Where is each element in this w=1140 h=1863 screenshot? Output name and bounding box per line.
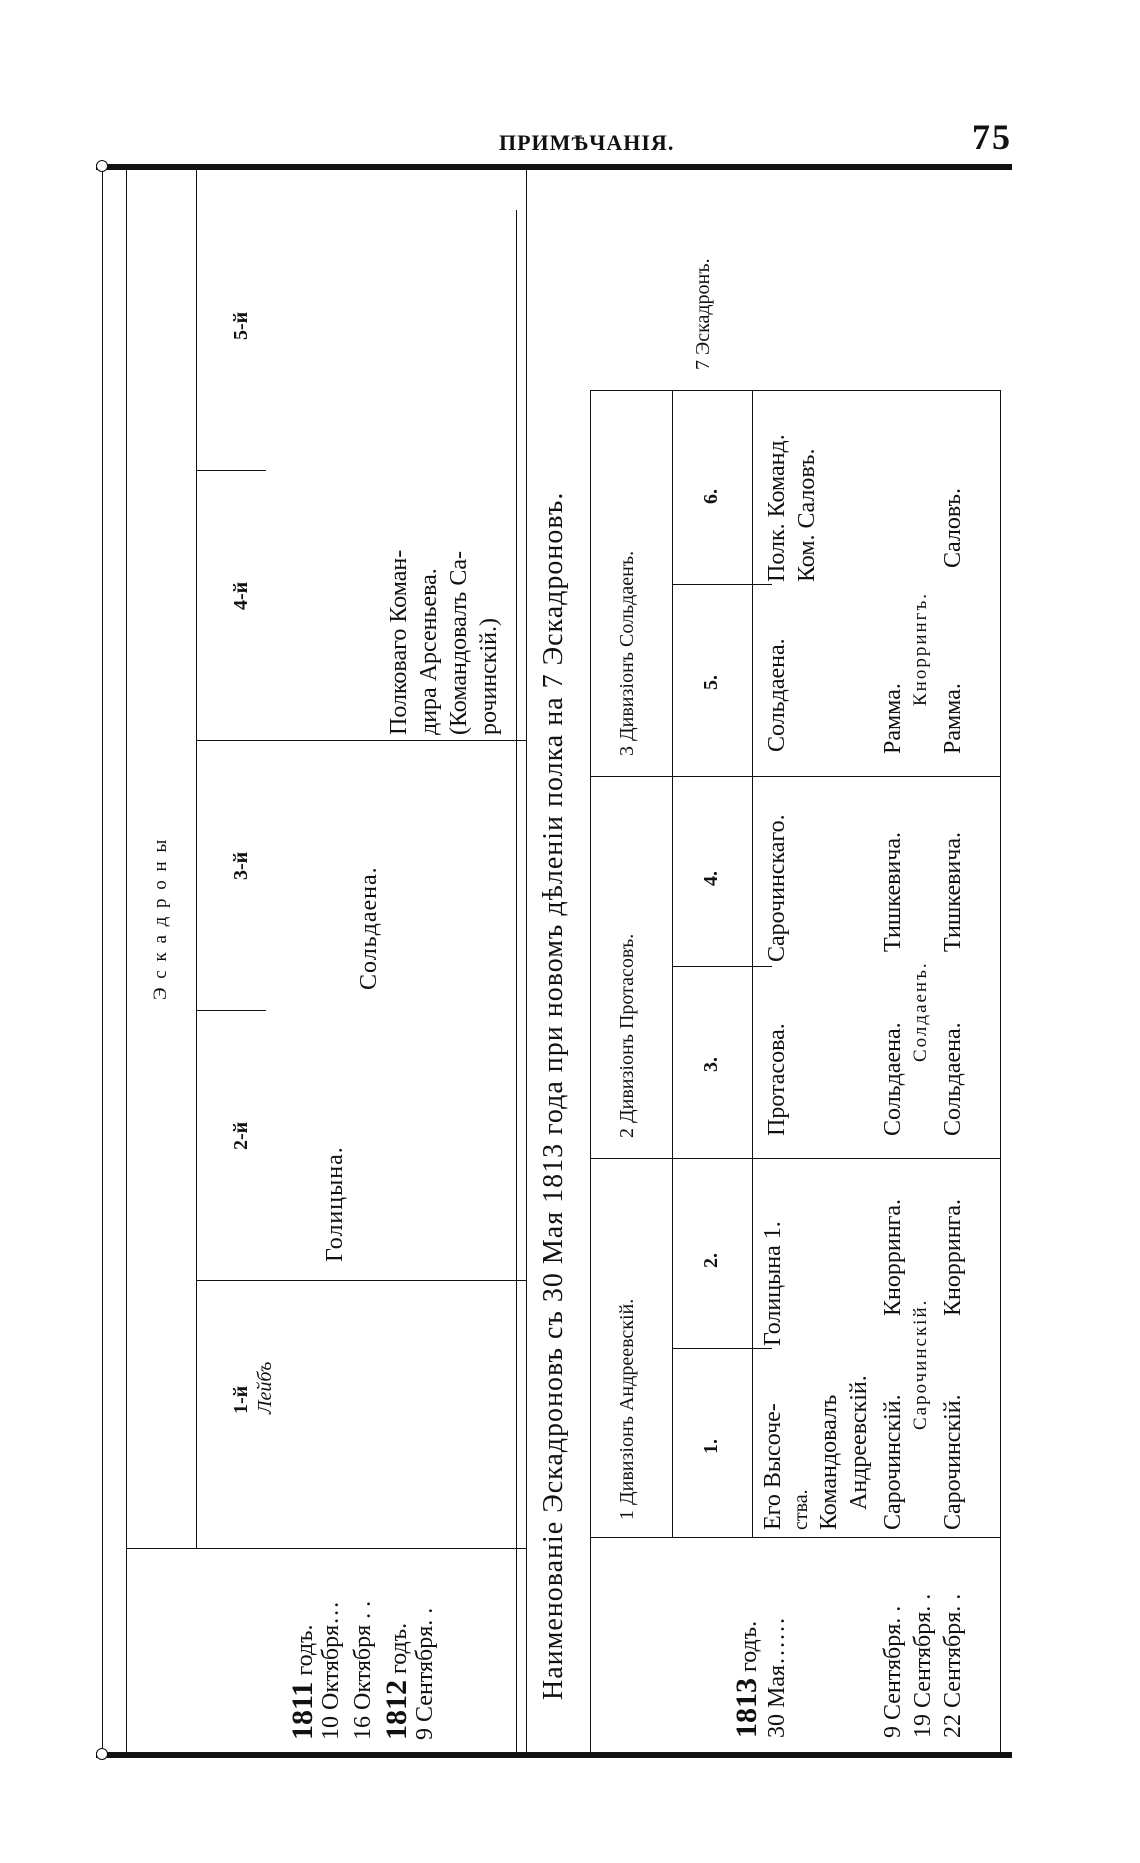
column-header-1: 1-й [230, 1385, 252, 1414]
column-header-3: 3-й [230, 851, 252, 880]
corner-ornament [96, 1748, 108, 1760]
year-1813-number: 1813 [730, 1678, 763, 1738]
row-label-may30: 30 Мая…… [764, 1616, 790, 1738]
sep9-sq2: Кнорринга. [880, 1198, 906, 1316]
page-number: 75 [972, 117, 1012, 157]
row-label-sep22: 22 Сентября. . [940, 1593, 966, 1738]
cell-col5-line1: Полковаго Коман- [386, 549, 412, 735]
may30-sq6-line1: Полк. Команд. [764, 434, 790, 582]
may30-sq4: Сарочинскаго. [764, 814, 790, 962]
division-header-1: 1 Дивизіонъ Андреевскій. [616, 1298, 638, 1520]
table1-right-rule [526, 170, 527, 1752]
squadron-number-5: 5. [700, 675, 722, 690]
sep22-sq1: Сарочинскій. [940, 1394, 966, 1530]
table1-col-divider [196, 1010, 266, 1011]
division-header-3: 3 Дивизіонъ Сольдаенъ. [616, 550, 638, 756]
may30-sq1-line4: Андреевскій. [846, 1375, 872, 1510]
squadron-number-6: 6. [700, 489, 722, 504]
squadron-number-2: 2. [700, 1253, 722, 1268]
may30-sq1-line1: Его Высоче- [760, 1403, 786, 1530]
sep22-sq4: Тишкевича. [940, 832, 966, 952]
table1-col-divider [196, 1280, 526, 1281]
year-1813 [730, 1621, 764, 1738]
sep9-sq1: Сарочинскій. [880, 1394, 906, 1530]
sep9-sq5: Рамма. [880, 683, 906, 754]
squadrons-group-header: Э с к а д р о н ы [150, 837, 171, 1000]
cell-col5-line4: рочинскій.) [476, 618, 502, 735]
cell-soldaena: Сольдаена. [356, 866, 382, 990]
table1-header-divider [196, 170, 197, 1548]
sep19-sq3-4: Солдаенъ. [910, 961, 931, 1062]
may30-sq1-line3: Командовалъ [816, 1394, 842, 1530]
row-label-oct10: 10 Октября… [318, 1600, 344, 1740]
table2-division-divider [590, 776, 1000, 777]
squadron-number-1: 1. [700, 1439, 722, 1454]
cell-col5-line3: (Командовалъ Са- [446, 551, 472, 735]
row-label-sep9-1812: 9 Сентября. . [412, 1607, 438, 1740]
sep22-sq3: Сольдаена. [940, 1022, 966, 1136]
corner-ornament [96, 160, 108, 172]
sep19-sq5-6: Кноррингъ. [910, 591, 931, 706]
may30-sq6-line2: Ком. Саловъ. [794, 448, 820, 582]
may30-sq3: Протасова. [764, 1023, 790, 1136]
year-1813-suffix: годъ. [736, 1620, 762, 1678]
division-header-2: 2 Дивизіонъ Протасовъ. [616, 933, 638, 1138]
table2-cell-divider [752, 584, 772, 585]
table1-right-rule [516, 210, 517, 1752]
year-1812-number: 1812 [380, 1680, 413, 1740]
table2-division-divider [590, 1158, 1000, 1159]
may30-sq1-line2: ства. [790, 1489, 812, 1530]
table2-stub-divider [590, 1537, 1000, 1538]
table2-cell-divider [752, 1348, 772, 1349]
table2-caption: Наименованіе Эскадроновъ съ 30 Мая 1813 года при новомъ дѣленіи полка на 7 Эскадроновъ. [538, 491, 569, 1700]
squadron-7-header: 7 Эскадронъ. [692, 258, 714, 370]
squadron-number-3: 3. [700, 1057, 722, 1072]
year-1812 [380, 1623, 414, 1740]
frame-top-rule [96, 164, 1012, 170]
table2-right-rule [1000, 390, 1001, 1752]
row-label-oct16: 16 Октября . . [350, 1600, 376, 1740]
frame-bottom-rule [96, 1752, 1012, 1758]
table2-number-divider [672, 584, 752, 585]
row-label-sep9-1813: 9 Сентября. . [880, 1605, 906, 1738]
may30-sq5: Сольдаена. [764, 638, 790, 752]
sep9-sq4: Тишкевича. [880, 832, 906, 952]
sep22-sq6: Саловъ. [940, 488, 966, 568]
sep19-sq1-2: Сарочинскій. [910, 1298, 931, 1430]
table2-division-divider [590, 390, 1000, 391]
table2-number-divider [672, 1348, 752, 1349]
sep22-sq2: Кнорринга. [940, 1198, 966, 1316]
table2-cell-divider [752, 966, 772, 967]
column-header-4: 4-й [230, 581, 252, 610]
row-label-sep19: 19 Сентября. . [910, 1593, 936, 1738]
may30-sq2: Голицына 1. [760, 1221, 786, 1346]
table1-col-divider [196, 470, 266, 471]
sep22-sq5: Рамма. [940, 683, 966, 754]
cell-golitsyna: Голицына. [322, 1146, 348, 1262]
sep9-sq3: Сольдаена. [880, 1022, 906, 1136]
frame-left-rule [102, 170, 103, 1752]
year-1811-number: 1811 [286, 1681, 319, 1740]
table1-col-divider [196, 740, 526, 741]
year-1812-suffix: годъ. [386, 1622, 412, 1680]
squadron-number-4: 4. [700, 871, 722, 886]
column-header-5: 5-й [230, 311, 252, 340]
cell-col5-line2: дира Арсеньева. [416, 568, 442, 735]
table1-stub-divider [126, 1548, 526, 1549]
table2-left-rule [590, 390, 591, 1752]
table1-inner-left-rule [126, 170, 127, 1752]
year-1811-suffix: годъ. [292, 1624, 318, 1682]
column-header-1-sub: Лейбъ [254, 1361, 276, 1414]
running-header: ПРИМѢЧАНІЯ. [499, 130, 675, 155]
table2-number-rule [752, 390, 753, 1537]
table2-division-header-rule [672, 390, 673, 1537]
table2-number-divider [672, 966, 752, 967]
column-header-2: 2-й [230, 1121, 252, 1150]
year-1811 [286, 1624, 320, 1740]
